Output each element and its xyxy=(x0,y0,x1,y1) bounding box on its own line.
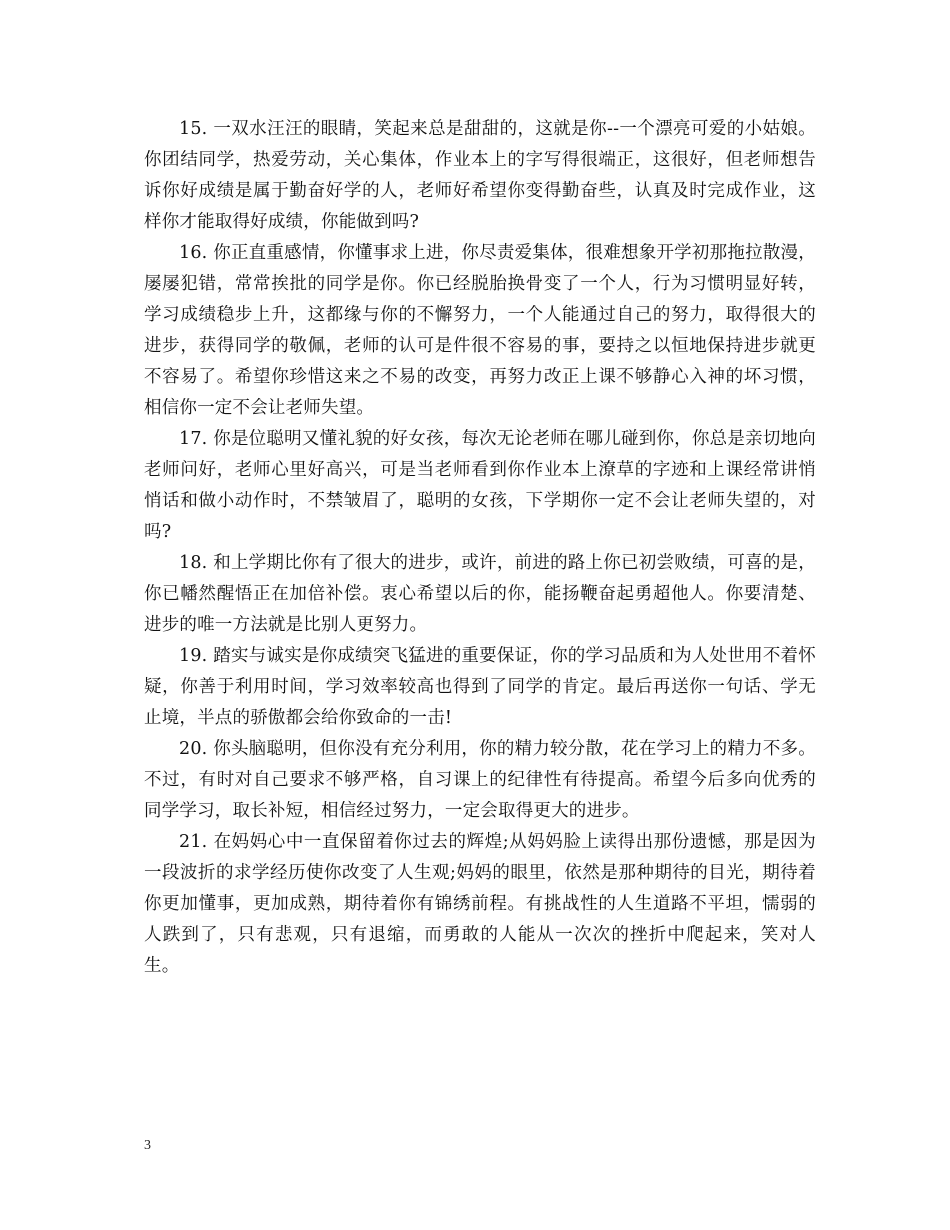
paragraph-18: 18. 和上学期比你有了很大的进步，或许，前进的路上你已初尝败绩，可喜的是，你已幡然醒悟正在加倍补偿。衷心希望以后的你，能扬鞭奋起勇超他人。你要清楚、进步的唯一方法就是比别人更努力。 xyxy=(144,553,816,635)
document-body xyxy=(144,114,816,982)
paragraph-21: 21. 在妈妈心中一直保留着你过去的辉煌;从妈妈脸上读得出那份遗憾，那是因为一段波折的求学经历使你改变了人生观;妈妈的眼里，依然是那种期待的目光，期待着你更加懂事，更加成熟，期待着你有锦绣前程。有挑战性的人生道路不平坦，懦弱的人跌到了，只有悲观，只有退缩，而勇敢的人能从一次次的挫折中爬起来，笑对人生。 xyxy=(144,832,816,976)
paragraph-17: 17. 你是位聪明又懂礼貌的好女孩，每次无论老师在哪儿碰到你，你总是亲切地向老师问好，老师心里好高兴，可是当老师看到你作业本上潦草的字迹和上课经常讲悄悄话和做小动作时，不禁皱眉了，聪明的女孩，下学期你一定不会让老师失望的，对吗? xyxy=(144,429,816,542)
paragraph-20: 20. 你头脑聪明，但你没有充分利用，你的精力较分散，花在学习上的精力不多。不过，有时对自己要求不够严格，自习课上的纪律性有待提高。希望今后多向优秀的同学学习，取长补短，相信经过努力，一定会取得更大的进步。 xyxy=(144,739,816,821)
paragraph-19: 19. 踏实与诚实是你成绩突飞猛进的重要保证，你的学习品质和为人处世用不着怀疑，你善于利用时间，学习效率较高也得到了同学的肯定。最后再送你一句话、学无止境，半点的骄傲都会给你致命的一击! xyxy=(144,646,816,728)
paragraph-16: 16. 你正直重感情，你懂事求上进，你尽责爱集体，很难想象开学初那拖拉散漫，屡屡犯错，常常挨批的同学是你。你已经脱胎换骨变了一个人，行为习惯明显好转，学习成绩稳步上升，这都缘与你的不懈努力，一个人能通过自己的努力，取得很大的进步，获得同学的敬佩，老师的认可是件很不容易的事，要持之以恒地保持进步就更不容易了。希望你珍惜这来之不易的改变，再努力改正上课不够静心入神的坏习惯，相信你一定不会让老师失望。 xyxy=(144,243,816,418)
paragraph-15: 15. 一双水汪汪的眼睛，笑起来总是甜甜的，这就是你--一个漂亮可爱的小姑娘。你团结同学，热爱劳动，关心集体，作业本上的字写得很端正，这很好，但老师想告诉你好成绩是属于勤奋好学的人，老师好希望你变得勤奋些，认真及时完成作业，这样你才能取得好成绩，你能做到吗? xyxy=(144,119,816,232)
page-number: 3 xyxy=(144,1138,151,1153)
